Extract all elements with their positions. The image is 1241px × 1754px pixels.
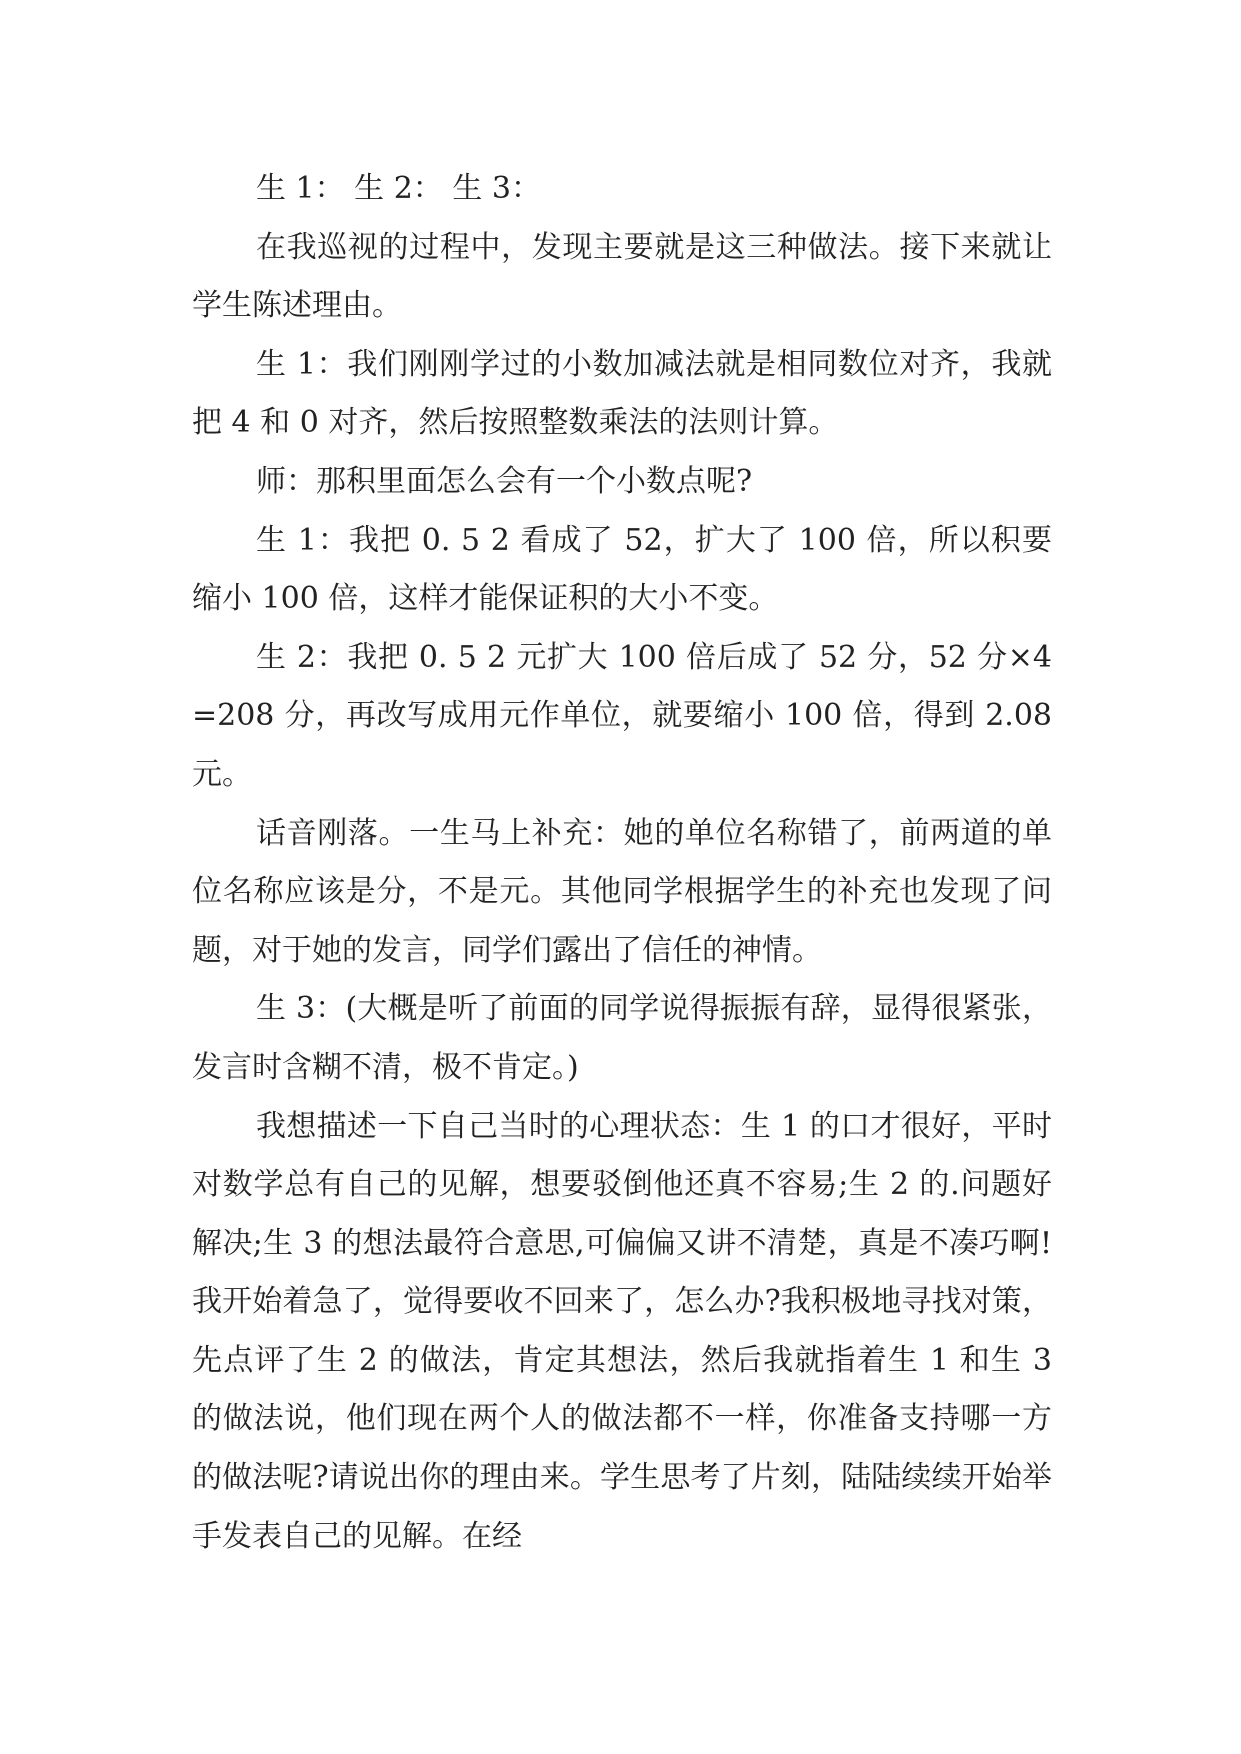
paragraph-student1-reason: 生 1：我把 0. 5 2 看成了 52，扩大了 100 倍，所以积要缩小 100 倍，这样才能保证积的大小不变。 bbox=[192, 522, 1052, 617]
paragraph-observation: 在我巡视的过程中，发现主要就是这三种做法。接下来就让学生陈述理由。 bbox=[192, 229, 1052, 324]
paragraph-student-labels: 生 1： 生 2： 生 3： bbox=[256, 171, 541, 206]
paragraph-student2-answer: 生 2：我把 0. 5 2 元扩大 100 倍后成了 52 分，52 分×4=208 分，再改写成用元作单位，就要缩小 100 倍，得到 2.08 元。 bbox=[192, 639, 1052, 792]
paragraph-student3-answer: 生 3：(大概是听了前面的同学说得振振有辞，显得很紧张，发言时含糊不清，极不肯定。) bbox=[192, 991, 1052, 1085]
paragraph-teacher-reflection: 我想描述一下自己当时的心理状态：生 1 的口才很好，平时对数学总有自己的见解，想要驳倒他还真不容易;生 2 的.问题好解决;生 3 的想法最符合意思,可偏偏又讲不清楚，真是不凑巧啊!我开始着急了，觉得要收不回来了，怎么办?我积极地寻找对策，先点评了生 2 的做法，肯定其想法，然后我就指着生 1 和生 3 的做法说，他们现在两个人的做法都不一样，你准备支持哪一方的做法呢?请说出你的理由来。学生思考了片刻，陆陆续续开始举手发表自己的见解。在经 bbox=[192, 1108, 1052, 1554]
paragraph-classmate-supplement: 话音刚落。一生马上补充：她的单位名称错了，前两道的单位名称应该是分，不是元。其他同学根据学生的补充也发现了问题，对于她的发言，同学们露出了信任的神情。 bbox=[192, 815, 1052, 968]
paragraph-teacher-question: 师：那积里面怎么会有一个小数点呢? bbox=[256, 463, 753, 499]
paragraph-student1-answer: 生 1：我们刚刚学过的小数加减法就是相同数位对齐，我就把 4 和 0 对齐，然后按照整数乘法的法则计算。 bbox=[192, 346, 1052, 441]
document-body bbox=[192, 160, 1052, 1566]
